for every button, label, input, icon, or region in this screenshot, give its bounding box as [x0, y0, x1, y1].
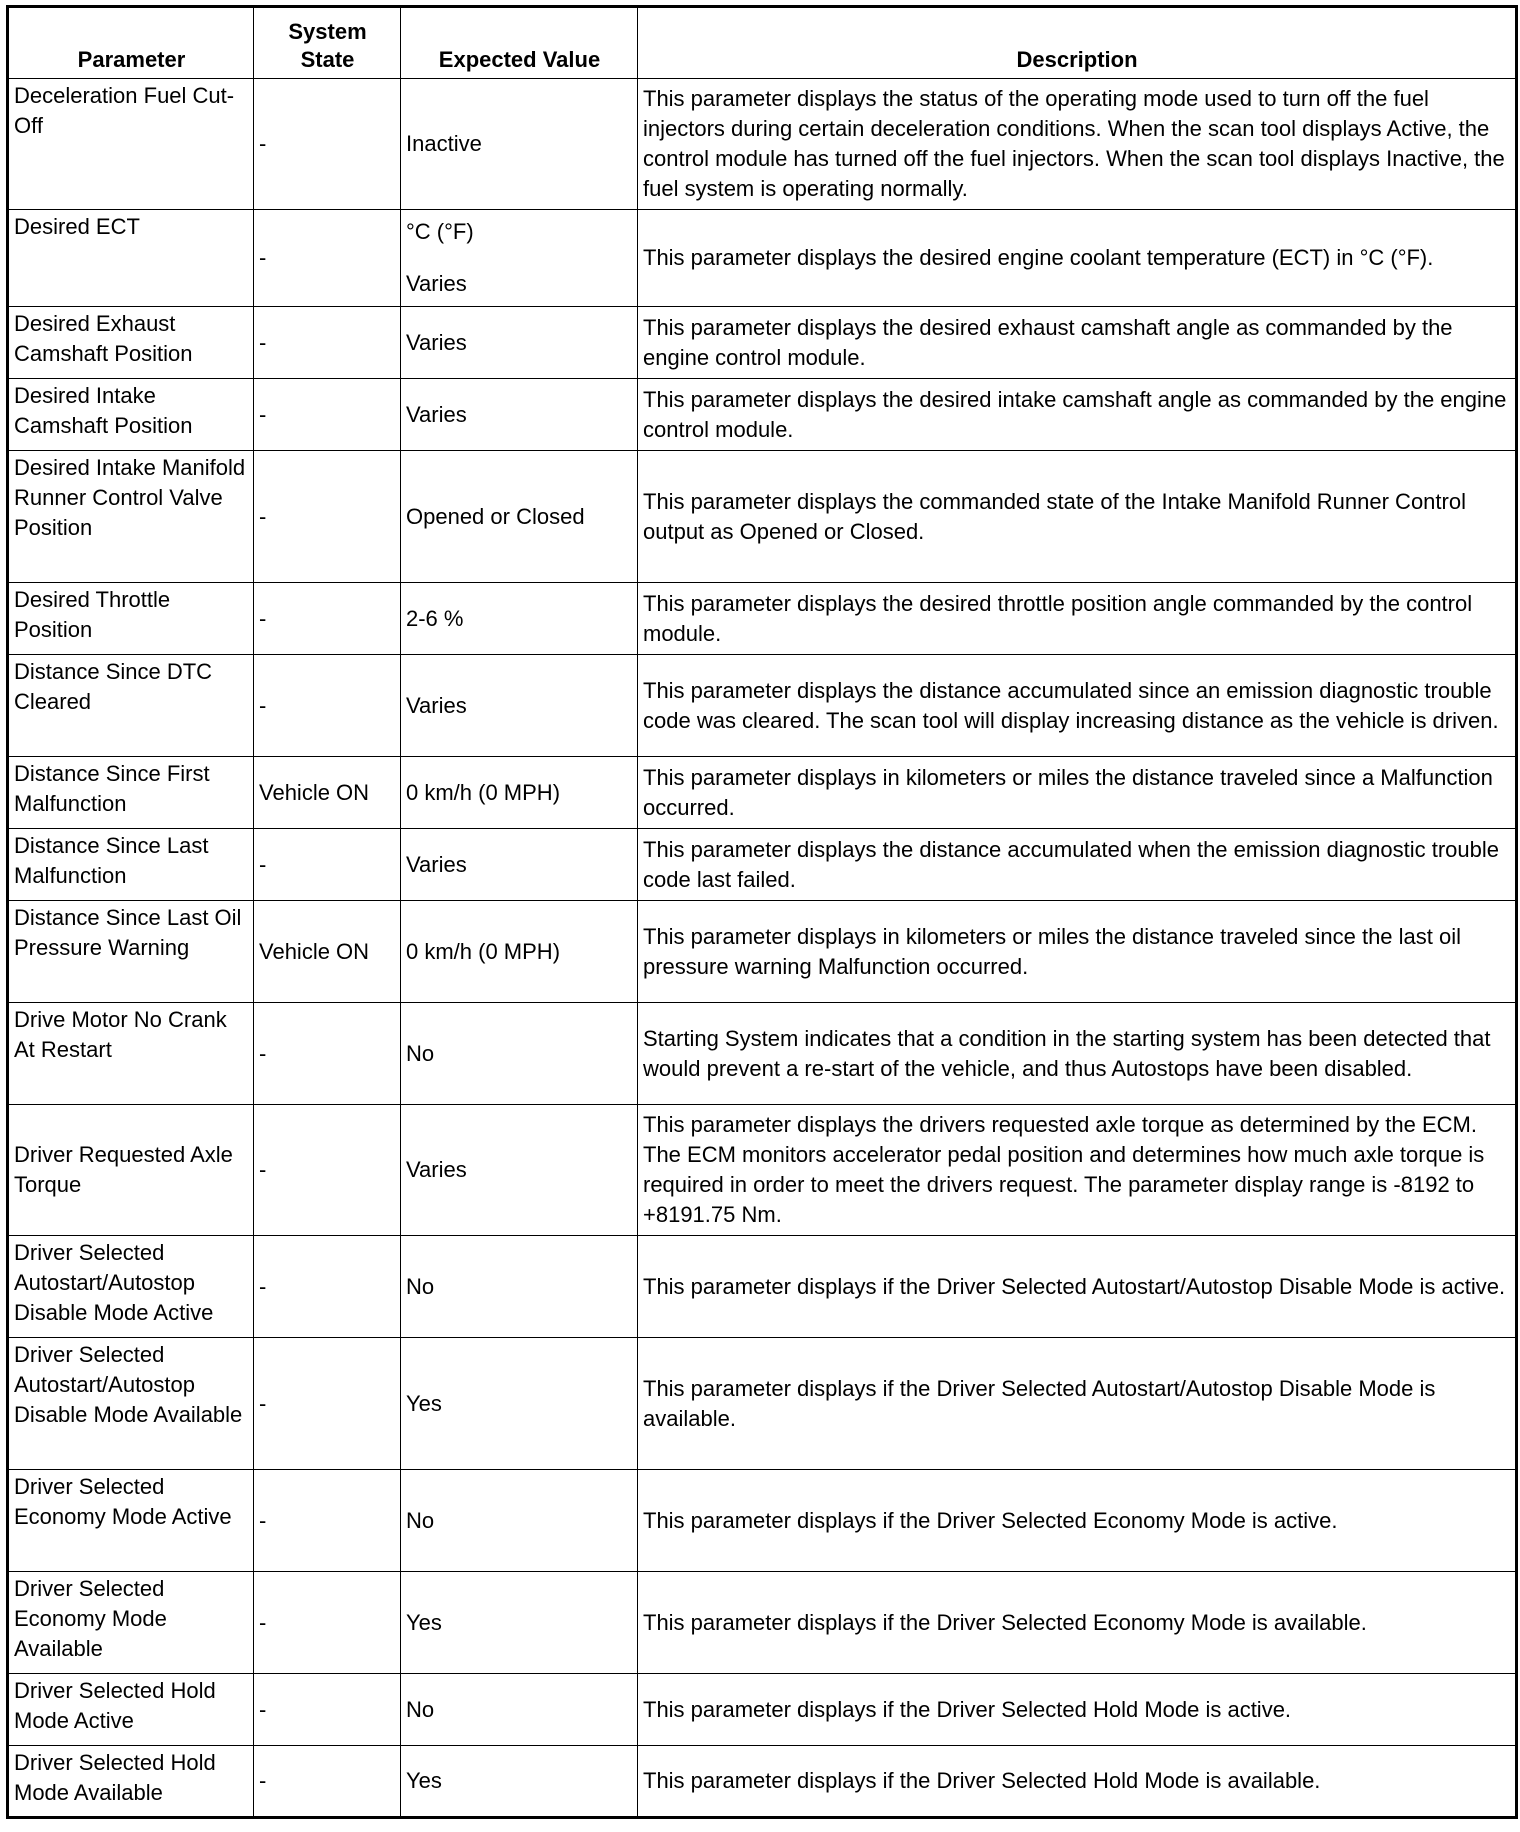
description-cell: This parameter displays if the Driver Selected Autostart/Autostop Disable Mode is active. [638, 1236, 1517, 1338]
expected-value-cell: Yes [401, 1746, 638, 1818]
description-cell: This parameter displays the distance accumulated when the emission diagnostic trouble code last failed. [638, 829, 1517, 901]
system-state-cell: - [254, 451, 401, 583]
expected-value-unit: °C (°F) [406, 219, 474, 244]
system-state-cell: - [254, 655, 401, 757]
expected-value-cell: 0 km/h (0 MPH) [401, 901, 638, 1003]
table-row [8, 1236, 1517, 1338]
table-row [8, 1572, 1517, 1674]
parameter-cell: Driver Requested Axle Torque [8, 1105, 254, 1236]
table-row [8, 1746, 1517, 1818]
expected-value-cell: Inactive [401, 79, 638, 210]
system-state-cell: - [254, 1470, 401, 1572]
description-cell: This parameter displays the drivers requested axle torque as determined by the ECM. The ECM monitors accelerator pedal position and determines how much axle torque is required in order to meet the drivers request. The parameter display range is -8192 to +8191.75 Nm. [638, 1105, 1517, 1236]
table-row [8, 757, 1517, 829]
expected-value-cell: Varies [401, 829, 638, 901]
header-parameter: Parameter [8, 7, 254, 79]
parameter-cell: Desired Intake Camshaft Position [8, 379, 254, 451]
expected-value-cell: Varies [401, 655, 638, 757]
parameter-cell: Driver Selected Economy Mode Active [8, 1470, 254, 1572]
description-cell: This parameter displays the desired intake camshaft angle as commanded by the engine control module. [638, 379, 1517, 451]
table-row [8, 307, 1517, 379]
description-cell: This parameter displays if the Driver Selected Hold Mode is active. [638, 1674, 1517, 1746]
parameter-cell: Desired Throttle Position [8, 583, 254, 655]
header-expected-value: Expected Value [401, 7, 638, 79]
parameter-cell: Desired Exhaust Camshaft Position [8, 307, 254, 379]
table-row [8, 451, 1517, 583]
parameter-cell: Driver Selected Economy Mode Available [8, 1572, 254, 1674]
description-cell: This parameter displays the distance accumulated since an emission diagnostic trouble code was cleared. The scan tool will display increasing distance as the vehicle is driven. [638, 655, 1517, 757]
parameter-table [6, 5, 1518, 1819]
parameter-cell: Deceleration Fuel Cut-Off [8, 79, 254, 210]
table-row [8, 1105, 1517, 1236]
description-cell: This parameter displays if the Driver Selected Economy Mode is available. [638, 1572, 1517, 1674]
expected-value-cell: Varies [401, 307, 638, 379]
system-state-cell: - [254, 1105, 401, 1236]
system-state-cell: Vehicle ON [254, 757, 401, 829]
system-state-cell: - [254, 379, 401, 451]
system-state-cell: - [254, 1338, 401, 1470]
parameter-cell: Distance Since Last Malfunction [8, 829, 254, 901]
header-row [8, 7, 1517, 79]
description-cell: This parameter displays the desired engine coolant temperature (ECT) in °C (°F). [638, 210, 1517, 307]
table-row [8, 829, 1517, 901]
table-row [8, 379, 1517, 451]
table-row [8, 1470, 1517, 1572]
parameter-cell: Distance Since Last Oil Pressure Warning [8, 901, 254, 1003]
expected-value-cell: Yes [401, 1338, 638, 1470]
parameter-cell: Distance Since First Malfunction [8, 757, 254, 829]
header-system-state: System State [254, 7, 401, 79]
expected-value-cell: No [401, 1674, 638, 1746]
description-cell: This parameter displays the commanded state of the Intake Manifold Runner Control output as Opened or Closed. [638, 451, 1517, 583]
parameter-cell: Desired ECT [8, 210, 254, 307]
system-state-cell: - [254, 307, 401, 379]
table-row [8, 79, 1517, 210]
parameter-cell: Driver Selected Hold Mode Available [8, 1746, 254, 1818]
table-row [8, 655, 1517, 757]
parameter-cell: Driver Selected Hold Mode Active [8, 1674, 254, 1746]
table-row [8, 901, 1517, 1003]
table-row [8, 210, 1517, 307]
expected-value-cell [401, 210, 638, 307]
system-state-cell: Vehicle ON [254, 901, 401, 1003]
table-row [8, 583, 1517, 655]
expected-value-cell: 2-6 % [401, 583, 638, 655]
expected-value-cell: No [401, 1470, 638, 1572]
table-body [8, 79, 1517, 1818]
expected-value-cell: Opened or Closed [401, 451, 638, 583]
table-row [8, 1674, 1517, 1746]
expected-value-cell: Yes [401, 1572, 638, 1674]
description-cell: This parameter displays the status of the operating mode used to turn off the fuel injectors during certain deceleration conditions. When the scan tool displays Active, the control module has turned off the fuel injectors. When the scan tool displays Inactive, the fuel system is operating normally. [638, 79, 1517, 210]
table-row [8, 1338, 1517, 1470]
expected-value-cell: No [401, 1003, 638, 1105]
parameter-cell: Driver Selected Autostart/Autostop Disable Mode Available [8, 1338, 254, 1470]
description-cell: This parameter displays the desired exhaust camshaft angle as commanded by the engine control module. [638, 307, 1517, 379]
parameter-cell: Driver Selected Autostart/Autostop Disable Mode Active [8, 1236, 254, 1338]
system-state-cell: - [254, 1746, 401, 1818]
header-description: Description [638, 7, 1517, 79]
system-state-cell: - [254, 1236, 401, 1338]
expected-value-cell: No [401, 1236, 638, 1338]
description-cell: This parameter displays if the Driver Selected Economy Mode is active. [638, 1470, 1517, 1572]
system-state-cell: - [254, 1003, 401, 1105]
description-cell: This parameter displays the desired throttle position angle commanded by the control module. [638, 583, 1517, 655]
system-state-cell: - [254, 1572, 401, 1674]
system-state-cell: - [254, 583, 401, 655]
system-state-cell: - [254, 1674, 401, 1746]
expected-value-cell: Varies [401, 1105, 638, 1236]
system-state-cell: - [254, 79, 401, 210]
description-cell: This parameter displays if the Driver Selected Autostart/Autostop Disable Mode is available. [638, 1338, 1517, 1470]
table-row [8, 1003, 1517, 1105]
description-cell: Starting System indicates that a condition in the starting system has been detected that would prevent a re-start of the vehicle, and thus Autostops have been disabled. [638, 1003, 1517, 1105]
parameter-cell: Desired Intake Manifold Runner Control Valve Position [8, 451, 254, 583]
parameter-cell: Distance Since DTC Cleared [8, 655, 254, 757]
expected-value: Varies [406, 271, 467, 296]
description-cell: This parameter displays in kilometers or miles the distance traveled since the last oil pressure warning Malfunction occurred. [638, 901, 1517, 1003]
expected-value-cell: 0 km/h (0 MPH) [401, 757, 638, 829]
description-cell: This parameter displays in kilometers or miles the distance traveled since a Malfunction occurred. [638, 757, 1517, 829]
description-cell: This parameter displays if the Driver Selected Hold Mode is available. [638, 1746, 1517, 1818]
expected-value-cell: Varies [401, 379, 638, 451]
system-state-cell: - [254, 829, 401, 901]
system-state-cell: - [254, 210, 401, 307]
parameter-cell: Drive Motor No Crank At Restart [8, 1003, 254, 1105]
